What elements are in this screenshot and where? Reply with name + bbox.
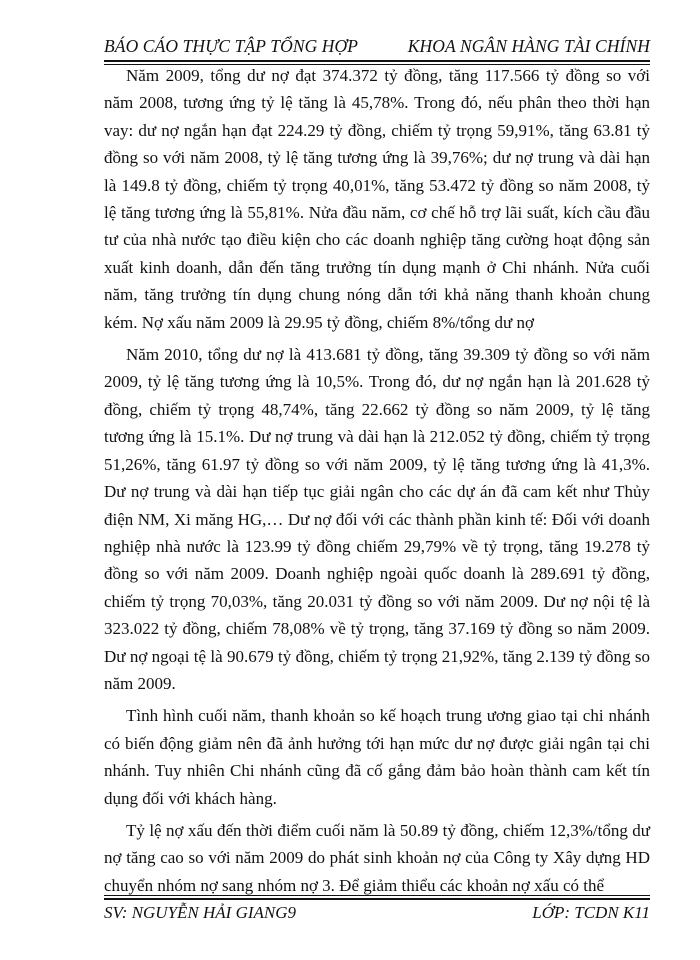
footer-divider	[104, 895, 650, 900]
paragraph-2010-debt: Năm 2010, tổng dư nợ là 413.681 tỷ đồng, tăng 39.309 tỷ đồng so với năm 2009, tỷ lệ tăng tương ứng là 10,5%. Trong đó, dư nợ ngắn hạn là 201.628 tỷ đồng, chiếm tỷ trọng 48,74%, tăng 22.662 tỷ đồng so năm 2009, tỷ lệ tăng tương ứng là 15.1%. Dư nợ trung và dài hạn là 212.052 tỷ đồng, chiếm tỷ trọng 51,26%, tăng 61.97 tỷ đồng so với năm 2009, tỷ lệ tăng tương ứng là 41,3%. Dư nợ trung và dài hạn tiếp tục giải ngân cho các dự án đã cam kết như Thủy điện NM, Xi măng HG,… Dư nợ đối với các thành phần kinh tế: Đối với doanh nghiệp nhà nước là 123.99 tỷ đồng chiếm 29,79% về tỷ trọng, tăng 19.278 tỷ đồng so với năm 2009. Doanh nghiệp ngoài quốc doanh là 289.691 tỷ đồng, chiếm tỷ trọng 70,03%, tăng 20.031 tỷ đồng so với năm 2009. Dư nợ nội tệ là 323.022 tỷ đồng, chiếm 78,08% về tỷ trọng, tăng 37.169 tỷ đồng so năm 2009. Dư nợ ngoại tệ là 90.679 tỷ đồng, chiếm tỷ trọng 21,92%, tăng 2.139 tỷ đồng so năm 2009.	[104, 345, 650, 693]
document-body	[104, 62, 650, 899]
header-faculty: KHOA NGÂN HÀNG TÀI CHÍNH	[407, 36, 650, 56]
paragraph-year-end-liquidity: Tình hình cuối năm, thanh khoản so kế hoạch trung ương giao tại chi nhánh có biến động giảm nên đã ảnh hưởng tới hạn mức dư nợ được giải ngân tại chi nhánh. Tuy nhiên Chi nhánh cũng đã cố gắng đảm bảo hoàn thành cam kết tín dụng đối với khách hàng.	[104, 706, 650, 808]
footer-student-name: SV: NGUYỄN HẢI GIANG9	[104, 903, 297, 922]
footer-class: LỚP: TCDN K11	[532, 903, 650, 922]
running-footer	[104, 903, 650, 923]
paragraph-2009-debt: Năm 2009, tổng dư nợ đạt 374.372 tỷ đồng, tăng 117.566 tỷ đồng so với năm 2008, tương ứng tỷ lệ tăng là 45,78%. Trong đó, nếu phân theo thời hạn vay: dư nợ ngắn hạn đạt 224.29 tỷ đồng, chiếm tỷ trọng 59,91%, tăng 63.81 tỷ đồng so với năm 2008, tỷ lệ tăng tương ứng là 39,76%; dư nợ trung và dài hạn là 149.8 tỷ đồng, chiếm tỷ trọng 40,01%, tăng 53.472 tỷ đồng so năm 2008, tỷ lệ tăng tương ứng là 55,81%. Nửa đầu năm, cơ chế hỗ trợ lãi suất, kích cầu đầu tư của nhà nước tạo điều kiện cho các doanh nghiệp tăng cường hoạt động sản xuất kinh doanh, dẫn đến tăng trưởng tín dụng mạnh ở Chi nhánh. Nửa cuối năm, tăng trưởng tín dụng chung nóng dẫn tới khả năng thanh khoản chung kém. Nợ xấu năm 2009 là 29.95 tỷ đồng, chiếm 8%/tổng dư nợ	[104, 66, 650, 332]
paragraph-bad-debt: Tỷ lệ nợ xấu đến thời điểm cuối năm là 50.89 tỷ đồng, chiếm 12,3%/tổng dư nợ tăng cao so với năm 2009 do phát sinh khoản nợ của Công ty Xây dựng HD chuyển nhóm nợ sang nhóm nợ 3. Để giảm thiểu các khoản nợ xấu có thể	[104, 820, 650, 895]
running-header	[104, 36, 650, 57]
header-report-title: BÁO CÁO THỰC TẬP TỔNG HỢP	[104, 36, 359, 56]
